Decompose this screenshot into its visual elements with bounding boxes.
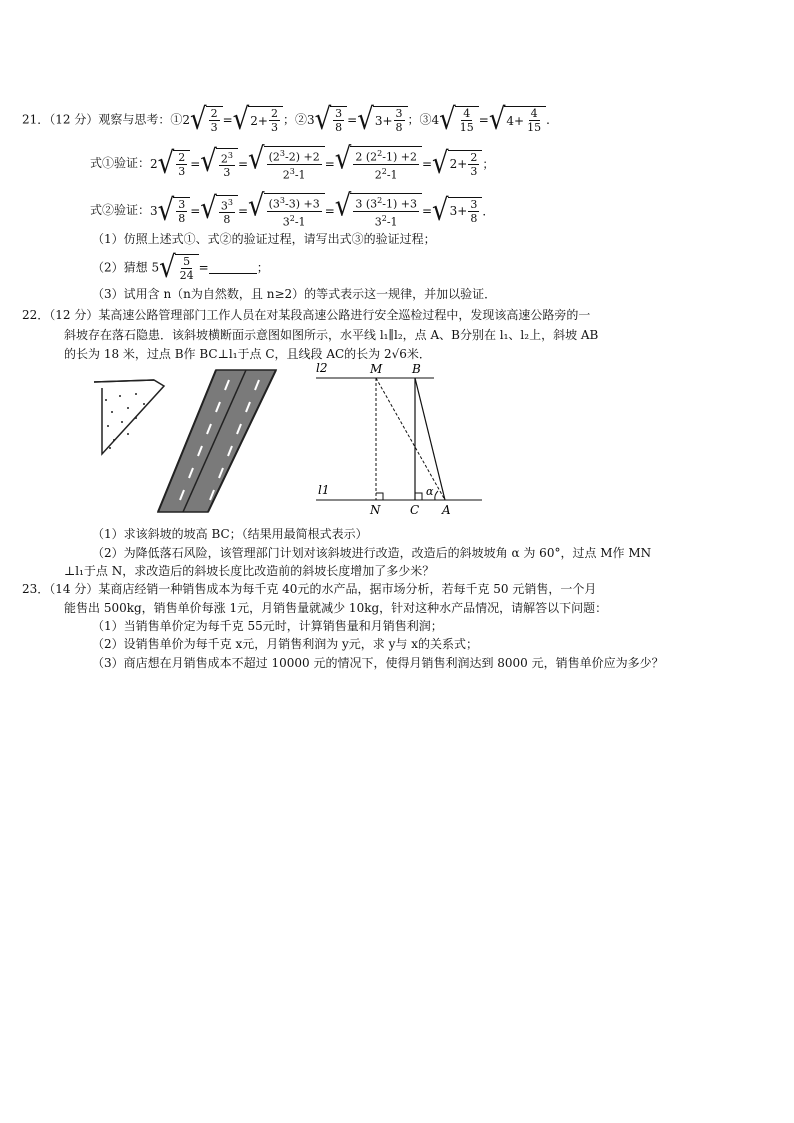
q21-verify-1-label: 式①验证：: [90, 156, 151, 171]
q21-formula-3: 4 √ $\frac{4}{15}$ = √ 4+ $\frac{4}{15}$: [432, 106, 547, 134]
q22-part-2-line-1: （2）为降低落石风险，该管理部门计划对该斜坡进行改造，改造后的斜坡坡角 α 为 60°，过点 M作 MN: [92, 546, 652, 560]
q21-formula-1: 2 √ $\frac{2}{3}$ = √ 2+ $\frac{2}{3}$: [182, 106, 283, 134]
label-A: A: [442, 503, 451, 517]
q22-part-2-line-2: ⊥l₁于点 N，求改造后的斜坡长度比改造前的斜坡长度增加了多少米？: [64, 564, 435, 578]
segment-AB: [415, 378, 445, 500]
q23-part-2: （2）设销售单价为每千克 x元，月销售利润为 y元，求 y与 x的关系式；: [92, 637, 478, 651]
q21-intro-line: [22, 102, 559, 138]
q21-marker-2: ；②: [282, 112, 307, 127]
slope-outline: [94, 380, 164, 454]
highway-road: [158, 370, 276, 512]
q21-verify-2-formula: 3 √ $\frac{3}{8}$ = √ $\frac{3^3}{8}$ = √ $\frac{(3^3-3) +3}{3^2-1}$ = √ $\frac{3 (3^2-1) +3}{3^2-1}$ = √ 3+ $\frac{3}{8}$ ．: [150, 189, 495, 229]
geometry-figure: [312, 358, 488, 518]
q21-verify-2-label: 式②验证：: [90, 203, 151, 218]
q23-line-2: 能售出 500kg，销售单价每涨 1元，月销售量就减少 10kg，针对这种水产品情况，请解答以下问题：: [64, 601, 608, 615]
q21-verify-1: [90, 142, 495, 182]
q21-part-2: [92, 250, 269, 286]
q21-formula-2: 3 √ $\frac{3}{8}$ = √ 3+ $\frac{3}{8}$: [307, 106, 408, 134]
q21-marker-1: ①: [170, 112, 183, 127]
q22-line-1: 22．（12 分）某高速公路管理部门工作人员在对某段高速公路进行安全巡检过程中，发现该高速公路旁的一: [22, 308, 591, 322]
angle-alpha-arc: [435, 491, 438, 500]
label-l2: l2: [316, 361, 328, 375]
q23-part-1: （1）当销售单价定为每千克 55元时，计算销售量和月销售利润；: [92, 619, 443, 633]
q21-part-1: （1）仿照上述式①、式②的验证过程，请写出式③的验证过程；: [92, 232, 436, 246]
q21-part-2-equals: =: [198, 260, 209, 275]
rock-dots: [105, 393, 145, 449]
q22-line-2: 斜坡存在落石隐患．该斜坡横断面示意图如图所示，水平线 l₁∥l₂，点 A、B分别在 l₁、l₂上，斜坡 AB: [64, 328, 599, 342]
segment-MA-dashed: [376, 378, 445, 500]
q21-verify-2: [90, 189, 495, 229]
label-B: B: [412, 362, 421, 376]
q21-answer-blank[interactable]: [209, 263, 257, 274]
label-N: N: [370, 503, 381, 517]
right-angle-N: [376, 493, 383, 500]
q21-part-2-prefix: （2）猜想 5: [92, 260, 160, 275]
q21-part-2-suffix: ；: [256, 260, 269, 275]
q21-part-3: （3）试用含 n（n为自然数，且 n≥2）的等式表示这一规律，并加以验证．: [92, 287, 497, 301]
label-C: C: [410, 503, 420, 517]
q21-marker-3: ；③: [407, 112, 432, 127]
q21-guess-formula: √ $\frac{5}{24}$: [159, 254, 199, 282]
label-alpha: α: [426, 485, 434, 498]
slope-highway-illustration: [92, 364, 282, 516]
label-M: M: [370, 362, 383, 376]
q21-verify-1-formula: 2 √ $\frac{2}{3}$ = √ $\frac{2^3}{3}$ = √ $\frac{(2^3-2) +2}{2^3-1}$ = √ $\frac{2 (2^2-1) +2}{2^2-1}$ = √ 2+ $\frac{2}{3}$ ；: [150, 142, 495, 182]
right-angle-C: [415, 493, 422, 500]
q23-part-3: （3）商店想在月销售成本不超过 10000 元的情况下，使得月销售利润达到 8000 元，销售单价应为多少？: [92, 656, 664, 670]
q23-line-1: 23．（14 分）某商店经销一种销售成本为每千克 40元的水产品，据市场分析，若每千克 50 元销售，一个月: [22, 582, 597, 596]
q21-heading: 21．（12 分）观察与思考：: [22, 112, 171, 127]
slope-top-edge: [94, 380, 154, 382]
q22-line-3: 的长为 18 米，过点 B作 BC⊥l₁于点 C，且线段 AC的长为 2√6米．: [64, 347, 431, 361]
q21-end: ．: [546, 112, 559, 127]
label-l1: l1: [318, 483, 330, 497]
q22-part-1: （1）求该斜坡的坡高 BC；（结果用最简根式表示）: [92, 527, 368, 541]
